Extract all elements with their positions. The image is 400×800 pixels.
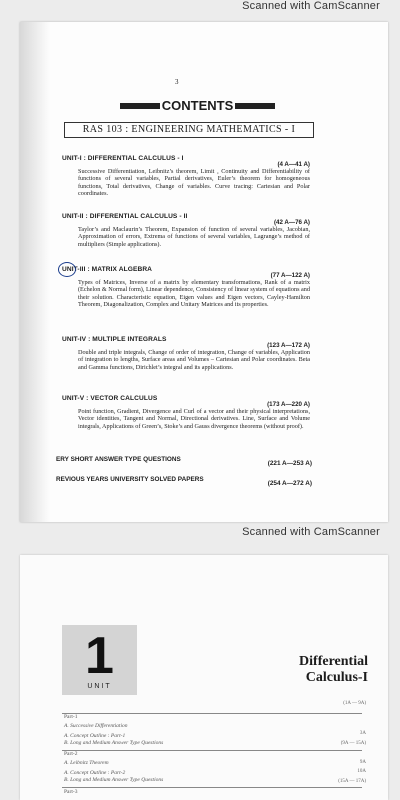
unit-description: Taylor’s and Maclaurin’s Theorem, Expansion of function of several variables, Jacobian, Approximation of errors, Extrema of functions of several variables, Lagrange’s method of multipliers (Simple applications). (78, 226, 310, 248)
contents-title-text: CONTENTS (161, 98, 234, 113)
unit-entry (62, 336, 310, 371)
camscanner-watermark-top: Scanned with CamScanner (242, 0, 380, 12)
toc-pages: 10A (357, 769, 366, 774)
toc-item: A. Concept Outline : Part-2 (64, 770, 126, 776)
pen-circle-mark (58, 262, 76, 277)
extra-section (56, 456, 312, 467)
chapter-page (20, 555, 388, 800)
extra-label: ERY SHORT ANSWER TYPE QUESTIONS (56, 456, 181, 463)
unit-description: Point function, Gradient, Divergence and Curl of a vector and their physical interpretations, Vector identities, Tangent and Normal, Directional derivatives. Line, Surface and Volume integrals, Applications of Green’s, Stoke’s and Gauss divergence theorems (without proof). (78, 408, 310, 430)
unit-pages: (42 A—76 A) (274, 219, 310, 226)
unit-pages: (173 A—220 A) (267, 401, 310, 408)
unit-entry (62, 213, 310, 248)
unit-pages: (77 A—122 A) (270, 272, 310, 279)
unit-heading: UNIT-I : DIFFERENTIAL CALCULUS - I (62, 155, 184, 162)
unit-description: Types of Matrices, Inverse of a matrix by elementary transformations, Rank of a matrix (Echelon & Normal form), Linear dependence, Consistency of linear system of equations and their solution. Characteristic equation, Eigen values and Eigen vectors, Cayley-Hamilton Theorem, Diagonalization, Complex and Unitary Matrices and its properties. (78, 279, 310, 309)
contents-page (20, 22, 388, 522)
unit-heading: UNIT-IV : MULTIPLE INTEGRALS (62, 336, 167, 343)
toc-rule (62, 750, 362, 751)
toc-item: A. Successive Differentiation (64, 723, 128, 729)
unit-heading: UNIT-V : VECTOR CALCULUS (62, 395, 158, 402)
unit-number: 1 (85, 627, 114, 685)
toc-pages: (1A — 9A) (343, 701, 366, 706)
toc-item: A. Leibnitz Theorem (64, 760, 109, 766)
extra-section (56, 476, 312, 487)
toc-part: Part-3 (64, 789, 78, 795)
toc-item: B. Long and Medium Answer Type Questions (64, 740, 164, 746)
toc-pages: 3A (359, 731, 366, 736)
subject-title: RAS 103 : ENGINEERING MATHEMATICS - I (64, 122, 314, 138)
extra-pages: (254 A—272 A) (267, 480, 312, 487)
chapter-title (299, 654, 368, 686)
unit-heading: UNIT-II : DIFFERENTIAL CALCULUS - II (62, 213, 188, 220)
camscanner-watermark-bottom: Scanned with CamScanner (242, 526, 380, 538)
toc-pages: 9A (359, 760, 366, 765)
toc-rule (62, 713, 362, 714)
unit-description: Double and triple integrals, Change of order of integration, Change of variables, Application of integration to lengths, Surface areas and Volumes – Cartesian and Polar coordinates. Beta and Gamma functions, Dirichlet’s integral and its applications. (78, 349, 310, 371)
toc-part: Part-2 (64, 751, 78, 757)
chapter-title-line-2: Calculus-I (305, 670, 368, 685)
unit-entry (62, 395, 310, 430)
chapter-title-line-1: Differential (299, 654, 368, 669)
unit-label: UNIT (87, 683, 112, 690)
toc-part: Part-1 (64, 714, 78, 720)
unit-pages: (123 A—172 A) (267, 342, 310, 349)
unit-heading: UNIT-III : MATRIX ALGEBRA (62, 266, 153, 273)
page-number: 3 (175, 78, 179, 86)
toc-pages: (15A — 17A) (338, 779, 366, 784)
unit-description: Successive Differentiation, Leibnitz’s theorem, Limit , Continuity and Differentiability of functions of several variables, Partial derivatives, Euler’s theorem for homogeneous functions, Total derivatives, Change of variables. Curve tracing: Cartesian and Polar coordinates. (78, 168, 310, 198)
toc-item: A. Concept Outline : Part-1 (64, 733, 126, 739)
unit-entry (62, 266, 310, 309)
extra-pages: (221 A—253 A) (267, 460, 312, 467)
extra-label: REVIOUS YEARS UNIVERSITY SOLVED PAPERS (56, 476, 204, 483)
contents-heading (120, 98, 275, 114)
toc-pages: (9A — 15A) (340, 741, 366, 746)
unit-entry (62, 155, 310, 198)
unit-badge (62, 625, 137, 695)
toc-item: B. Long and Medium Answer Type Questions (64, 777, 164, 783)
unit-pages: (4 A—41 A) (277, 161, 310, 168)
toc-rule (62, 787, 362, 788)
